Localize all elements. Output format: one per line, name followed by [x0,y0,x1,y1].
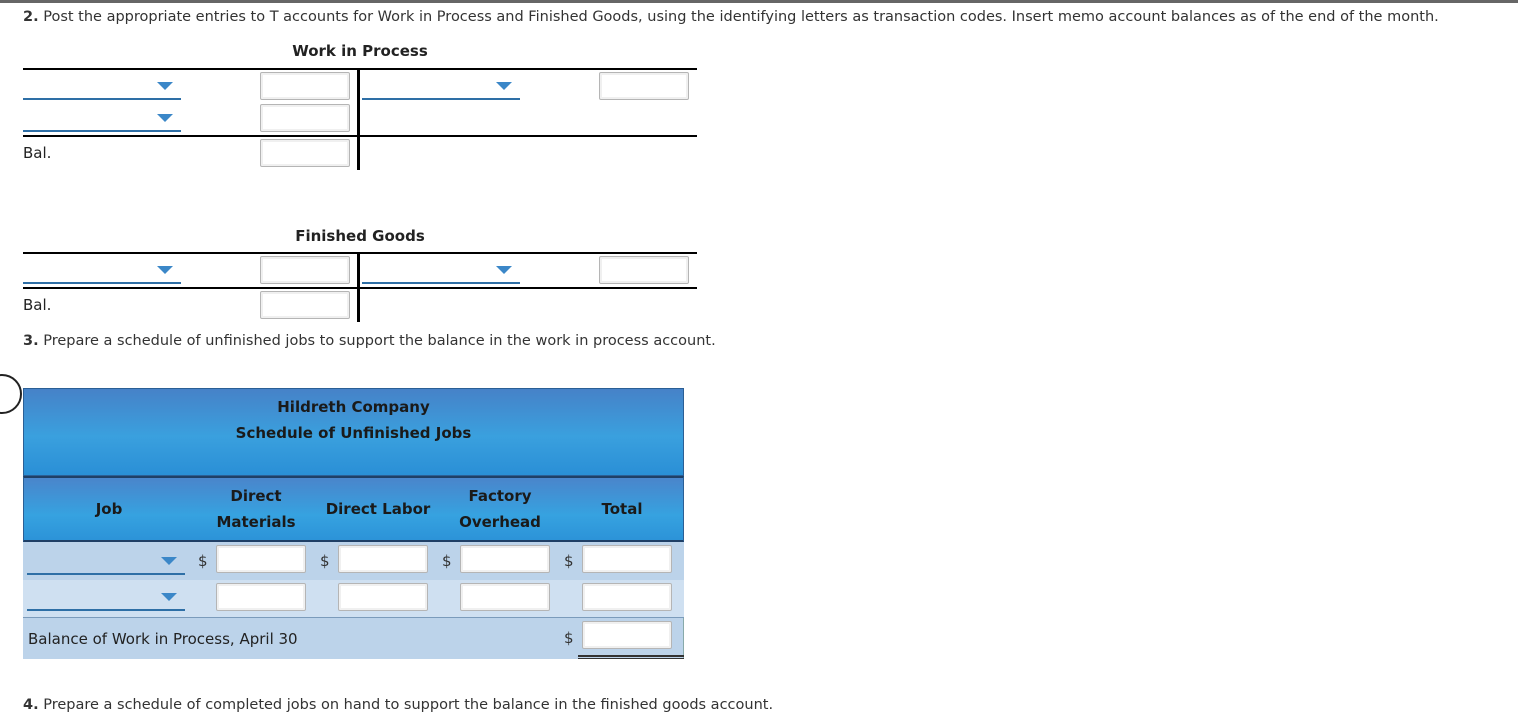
wip-debit-code-dropdown-1[interactable] [23,72,181,100]
fg-credit-amount[interactable] [599,256,689,284]
wip-top-rule [23,68,697,70]
job-dropdown-1[interactable] [27,547,185,575]
wip-debit-amount-2[interactable] [260,104,350,132]
col-job: Job [95,500,123,518]
wip-debit-amount-1[interactable] [260,72,350,100]
wip-balance-label: Bal. [23,144,52,162]
col-direct-materials-line1: Direct [230,487,282,505]
fg-total-rule [23,287,697,289]
col-total: Total [601,500,643,518]
step-2-instruction: 2. Post the appropriate entries to T accounts for Work in Process and Finished Goods, using the identifying letters as transaction codes. Insert memo account balances as of the end of the month. [23,9,1439,25]
row1-factory-overhead-input[interactable] [460,545,550,573]
row1-direct-labor-input[interactable] [338,545,428,573]
wip-account-title: Work in Process [292,42,428,60]
fg-account-title: Finished Goods [295,227,425,245]
col-direct-labor: Direct Labor [325,500,431,518]
chevron-down-icon [496,266,512,274]
chevron-down-icon [496,82,512,90]
wip-credit-amount-1[interactable] [599,72,689,100]
row1-direct-materials-input[interactable] [216,545,306,573]
chevron-down-icon [161,557,177,565]
fg-debit-amount[interactable] [260,256,350,284]
balance-row-label: Balance of Work in Process, April 30 [28,630,298,648]
currency-symbol: $ [564,552,574,570]
chevron-down-icon [157,266,173,274]
fg-balance-amount[interactable] [260,291,350,319]
currency-symbol: $ [320,552,330,570]
currency-symbol: $ [198,552,208,570]
job-dropdown-2[interactable] [27,583,185,611]
col-direct-materials-line2: Materials [216,513,296,531]
row-divider [23,617,684,618]
top-divider [0,0,1518,3]
chevron-down-icon [161,593,177,601]
wip-credit-code-dropdown-1[interactable] [362,72,520,100]
row2-total-input[interactable] [582,583,672,611]
fg-top-rule [23,252,697,254]
double-underline [578,655,684,657]
row1-total-input[interactable] [582,545,672,573]
balance-total-input[interactable] [582,621,672,649]
chevron-down-icon [157,82,173,90]
fg-debit-code-dropdown[interactable] [23,256,181,284]
double-underline [578,658,684,659]
wip-total-rule [23,135,697,137]
row2-factory-overhead-input[interactable] [460,583,550,611]
wip-t-divider [357,68,360,170]
wip-debit-code-dropdown-2[interactable] [23,104,181,132]
fg-credit-code-dropdown[interactable] [362,256,520,284]
fg-balance-label: Bal. [23,296,52,314]
currency-symbol: $ [564,629,574,647]
col-factory-overhead-line2: Overhead [459,513,541,531]
schedule-company-name: Hildreth Company [277,398,430,416]
wip-balance-amount[interactable] [260,139,350,167]
currency-symbol: $ [442,552,452,570]
col-factory-overhead-line1: Factory [468,487,532,505]
schedule-title: Schedule of Unfinished Jobs [235,424,472,442]
step-3-instruction: 3. Prepare a schedule of unfinished jobs to support the balance in the work in process account. [23,333,716,349]
left-edge-circle-marker [0,374,22,414]
chevron-down-icon [157,114,173,122]
row2-direct-materials-input[interactable] [216,583,306,611]
step-4-instruction: 4. Prepare a schedule of completed jobs on hand to support the balance in the finished goods account. [23,697,774,713]
row2-direct-labor-input[interactable] [338,583,428,611]
